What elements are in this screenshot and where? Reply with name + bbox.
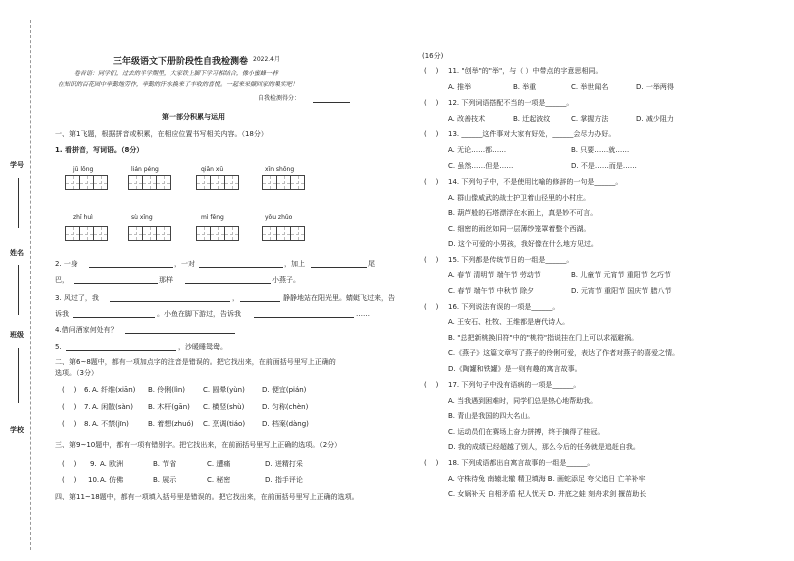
q6-option-a: A. 纤维(xiān) <box>92 386 136 394</box>
q13-option-a: A. 无论……都…… <box>448 146 507 154</box>
q13-option-c: C. 虽然……但是…… <box>448 162 514 170</box>
q9-paren[interactable]: ( ) <box>62 460 77 468</box>
q1-4-text: 4.借问酒家何处有？ <box>55 326 118 334</box>
q10-paren[interactable]: ( ) <box>62 476 77 484</box>
q14-option-c: C. 细密的雨丝如同一层薄纱笼罩着整个西湖。 <box>448 225 591 233</box>
q15-paren[interactable]: ( ) <box>424 256 439 264</box>
pinyin-8: yōu zhǔo <box>265 214 293 221</box>
q16-paren[interactable]: ( ) <box>424 303 439 311</box>
q1-2-text-f: 那样 <box>159 276 173 284</box>
q1-3-text-d: 诉我 <box>55 310 69 318</box>
q11-option-b: B. 举重 <box>513 83 537 91</box>
q15-option-d: D. 元宵节 重阳节 国庆节 腊八节 <box>571 287 672 295</box>
pinyin-3: qiān xū <box>201 166 224 173</box>
q2-heading: 二、第6~8题中，都有一项加点字的注音是错误的。把它找出来，在前面括号里写上正确的 <box>55 358 336 366</box>
q8-option-b: B. 着想(zhuó) <box>148 420 194 428</box>
q14-option-d: D. 这个可爱的小男孩，我好像在什么地方见过。 <box>448 240 598 248</box>
q7-option-c: C. 横竖(shù) <box>203 403 245 411</box>
writing-grid-6[interactable] <box>128 226 170 241</box>
q10-option-b: B. 展示 <box>153 476 177 484</box>
writing-grid-2[interactable] <box>128 175 170 190</box>
q1-3-blank-3[interactable] <box>73 317 155 318</box>
q1-3-prefix: 3. 风过了，我 <box>55 294 99 302</box>
q18-options-row-1: A. 守株待兔 南辕北辙 精卫填海 B. 画蛇添足 夸父追日 亡羊补牢 <box>448 475 646 483</box>
writing-grid-4[interactable] <box>262 175 304 190</box>
q1-2-blank-4[interactable] <box>74 283 158 284</box>
q8-option-c: C. 烹调(tiáo) <box>203 420 246 428</box>
q7-option-d: D. 匀称(chèn) <box>262 403 309 411</box>
q14-paren[interactable]: ( ) <box>424 178 439 186</box>
q1-2-text-c: ，加上 <box>284 260 305 268</box>
q1-3-blank-2[interactable] <box>240 301 280 302</box>
score-label: 自我检测得分： <box>258 95 301 102</box>
q14-stem: 14. 下列句子中，不是使用比喻的修辞的一句是______。 <box>448 178 623 186</box>
q13-option-b: B. 只要……就…… <box>571 146 630 154</box>
margin-label-school: 学校 <box>10 426 24 434</box>
q12-option-a: A. 改善技术 <box>448 115 486 123</box>
q9-option-d: D. 迸精打采 <box>265 460 303 468</box>
q1-2-text-e: 巴， <box>55 276 69 284</box>
q15-stem: 15. 下列都是传统节日的一组是______。 <box>448 256 574 264</box>
q6-paren[interactable]: ( ) <box>62 386 77 394</box>
q16-option-b: B. "总把新桃换旧符"中的"桃符"指说挂在门上可以求福避祸。 <box>448 334 639 342</box>
margin-label-name: 姓名 <box>10 249 24 257</box>
q1-2-prefix: 2. 一身 <box>55 260 78 268</box>
q18-stem: 18. 下列成语都出自寓言故事的一组是______。 <box>448 459 595 467</box>
q1-2-text-b: ，一对 <box>174 260 195 268</box>
q18-options-row-2: C. 女娲补天 自相矛盾 杞人忧天 D. 井底之蛙 刻舟求剑 揠苗助长 <box>448 490 647 498</box>
q11-stem: 11. "创举"的"举"，与（ ）中带点的字意思相同。 <box>448 67 603 75</box>
writing-grid-3[interactable] <box>196 175 238 190</box>
q1-2-text-g: 小燕子。 <box>272 276 300 284</box>
q16-option-a: A. 王安石、杜牧、王维都是唐代诗人。 <box>448 318 570 326</box>
q9-option-a: A. 欧洲 <box>100 460 124 468</box>
q6-option-c: C. 圆晕(yùn) <box>203 386 245 394</box>
part1-title: 第一部分积累与运用 <box>162 113 225 121</box>
q1-2-blank-1[interactable] <box>89 267 173 268</box>
q1-3-text-b: ， <box>232 294 239 302</box>
q10-option-a: A. 仿佛 <box>100 476 124 484</box>
q13-stem: 13. ______这件事对大家有好处，______会尽力办好。 <box>448 130 616 138</box>
q7-option-b: B. 木杆(gān) <box>148 403 190 411</box>
binding-line <box>30 20 31 550</box>
q1-3-text-e: 。小鱼在脚下游过，告诉我 <box>157 310 241 318</box>
q12-paren[interactable]: ( ) <box>424 99 439 107</box>
exam-date: 2022.4月 <box>253 56 280 63</box>
pinyin-7: mì fēng <box>201 214 224 221</box>
exam-title: 三年级语文下册阶段性自我检测卷 <box>113 57 249 67</box>
q17-option-c: C. 运动员们在赛场上奋力拼搏，终于摘得了桂冠。 <box>448 428 605 436</box>
q11-option-c: C. 举世闻名 <box>571 83 609 91</box>
q10-option-c: C. 秘密 <box>207 476 231 484</box>
q12-option-b: B. 迁起波纹 <box>513 115 551 123</box>
q1-4-blank[interactable] <box>125 333 235 334</box>
q7-num: 7. <box>84 403 91 411</box>
pinyin-2: lián péng <box>131 166 159 173</box>
margin-label-student-id: 学号 <box>10 161 24 169</box>
q11-option-d: D. 一举两得 <box>636 83 674 91</box>
q16-option-c: C.《燕子》这篇文章写了燕子的伶俐可爱，表达了作者对燕子的喜爱之情。 <box>448 349 680 357</box>
q2-heading-cont: 选项。（3分） <box>55 369 98 377</box>
preface-line-2: 在知识的百花园中辛勤地劳作，辛勤的汗水换来了丰收的喜悦。一起来采撷回家的果实吧！ <box>58 81 299 88</box>
section-score: (16分) <box>422 52 444 60</box>
pinyin-4: xīn shōng <box>265 166 295 173</box>
q11-paren[interactable]: ( ) <box>424 67 439 75</box>
q9-num: 9. <box>90 460 97 468</box>
q1-heading: 一、第1飞题，根据拼音或积累，在相应位置书写相关内容。（18分） <box>55 130 268 138</box>
q14-option-b: B. 葫芦般的石塔漂浮在水面上，真是妙不可言。 <box>448 209 598 217</box>
q9-option-c: C. 遭痛 <box>207 460 231 468</box>
q1-2-text-d: 尾 <box>368 260 375 268</box>
q7-option-a: A. 闲散(sàn) <box>92 403 133 411</box>
q12-stem: 12. 下列词语搭配不当的一项是______。 <box>448 99 574 107</box>
margin-label-class: 班级 <box>10 331 24 339</box>
q17-option-d: D. 我的成绩已经超越了别人，那么今后的任务就是追赶自我。 <box>448 443 640 451</box>
q1-3-blank-1[interactable] <box>110 301 230 302</box>
q15-option-c: C. 春节 端午节 中秋节 除夕 <box>448 287 535 295</box>
q6-option-d: D. 便宜(pián) <box>262 386 307 394</box>
q16-option-d: D.《陶罐和铁罐》是一则有趣的寓言故事。 <box>448 365 582 373</box>
q11-option-a: A. 推举 <box>448 83 472 91</box>
q9-option-b: B. 节省 <box>153 460 177 468</box>
writing-grid-7[interactable] <box>196 226 238 241</box>
q15-option-a: A. 春节 清明节 端午节 劳动节 <box>448 271 541 279</box>
q12-option-c: C. 掌握方法 <box>571 115 609 123</box>
q7-paren[interactable]: ( ) <box>62 403 77 411</box>
q6-option-b: B. 伶俐(lìn) <box>148 386 186 394</box>
writing-grid-5[interactable] <box>65 226 107 241</box>
q1-3-text-c: 静静地站在阳光里。蜻蜓飞过来，告 <box>283 294 395 302</box>
q1-2-blank-5[interactable] <box>185 283 271 284</box>
q10-option-d: D. 指手评论 <box>265 476 303 484</box>
q17-paren[interactable]: ( ) <box>424 381 439 389</box>
q8-paren[interactable]: ( ) <box>62 420 77 428</box>
q1-3-blank-4[interactable] <box>254 317 354 318</box>
q1-5-text: ，沙暖睡鸳鸯。 <box>178 343 227 351</box>
q18-paren[interactable]: ( ) <box>424 459 439 467</box>
writing-grid-1[interactable] <box>65 175 107 190</box>
q1-1-heading: 1. 看拼音，写词语。（8分） <box>55 146 144 154</box>
q8-option-d: D. 档案(dàng) <box>262 420 309 428</box>
q3-heading: 三、第9~10题中，都有一项有错别字。把它找出来，在前面括号里写上正确的选项。（2分） <box>55 441 342 449</box>
q15-option-b: B. 儿童节 元宵节 重阳节 乞巧节 <box>571 271 671 279</box>
q1-3-text-f: …… <box>356 310 370 318</box>
q12-option-d: D. 减少阻力 <box>636 115 674 123</box>
pinyin-6: sù xīng <box>131 214 153 221</box>
q6-num: 6. <box>84 386 91 394</box>
q17-option-a: A. 当我遇到困难时，同学们总是热心地帮助我。 <box>448 397 598 405</box>
q14-option-a: A. 群山像威武的战士护卫着山径里的小村庄。 <box>448 194 591 202</box>
q17-option-b: B. 青山是我国的四大名山。 <box>448 412 535 420</box>
q1-2-blank-2[interactable] <box>199 267 283 268</box>
preface-line-1: 卷首语：同学们，过去的半学期里，大家铁上脚下学习相结合，像小蜜蜂一样 <box>74 70 279 77</box>
score-field[interactable] <box>313 102 350 103</box>
q13-paren[interactable]: ( ) <box>424 130 439 138</box>
writing-grid-8[interactable] <box>262 226 304 241</box>
q17-stem: 17. 下列句子中没有语病的一项是______。 <box>448 381 581 389</box>
q13-option-d: D. 不是……而是…… <box>571 162 637 170</box>
pinyin-5: zhī huì <box>73 214 93 221</box>
q8-option-a: A. 不禁(jīn) <box>92 420 129 428</box>
q4-heading: 四、第11~18题中，都有一项填入括号里是错误的。把它找出来，在前面括号里写上正确的选项。 <box>55 493 359 501</box>
q8-num: 8. <box>84 420 91 428</box>
q10-num: 10. <box>88 476 100 484</box>
q16-stem: 16. 下列说法有误的一项是______。 <box>448 303 560 311</box>
q1-2-blank-3[interactable] <box>311 267 367 268</box>
pinyin-1: jū lōng <box>73 166 94 173</box>
q1-5-prefix: 5. <box>55 343 62 351</box>
q1-5-blank[interactable] <box>66 350 176 351</box>
